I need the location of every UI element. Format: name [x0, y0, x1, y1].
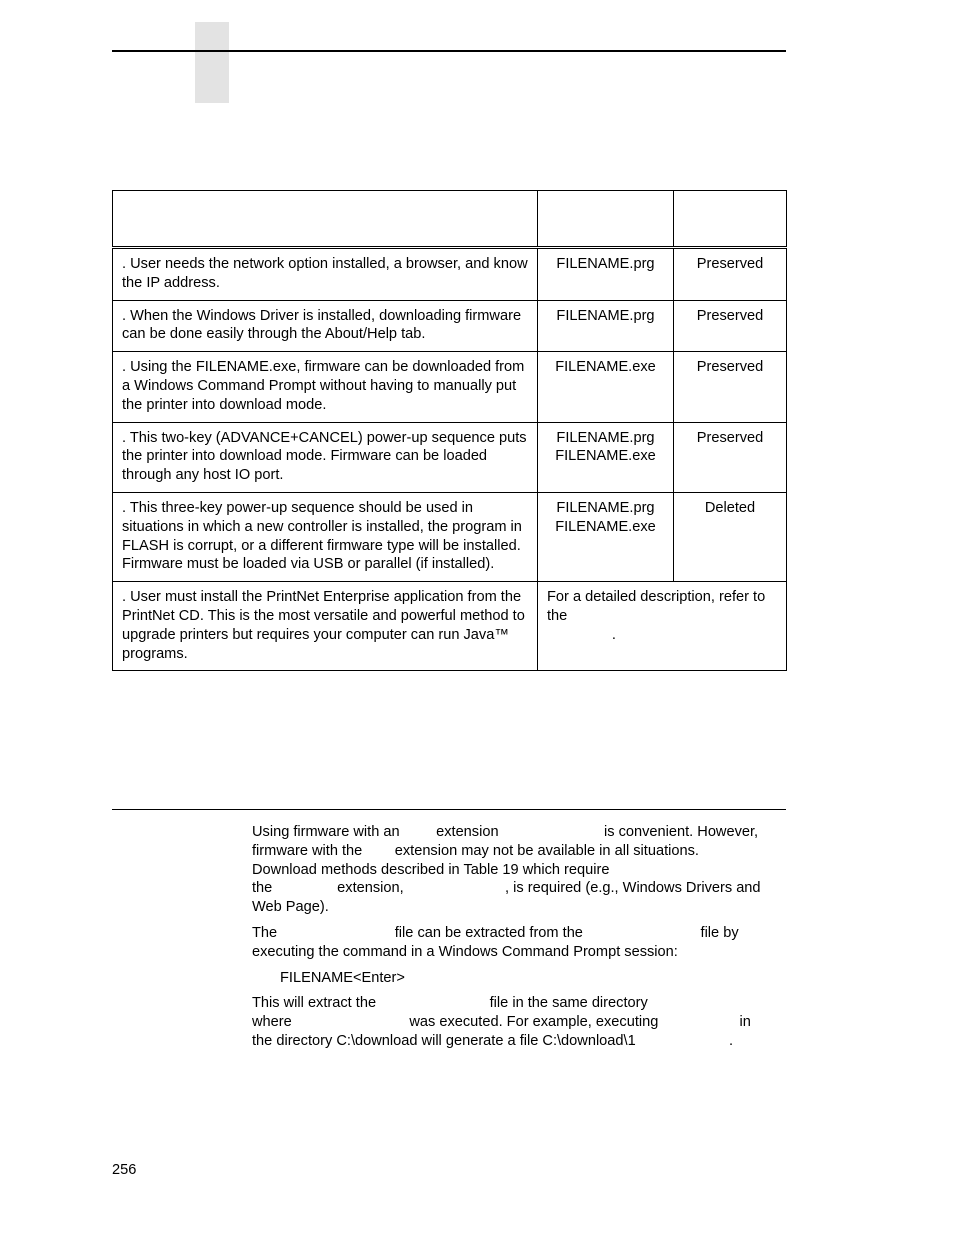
- method-description: . This three-key power-up sequence should be used in situations in which a new controller is installed, the program in FLASH is corrupt, or a different firmware type will be installed. Firmware must be loaded via USB or parallel (if installed).: [113, 492, 538, 581]
- paragraph-result: This will extract the file in the same directory where was executed. For example, executing in the directory C:\download will generate a file C:\download\1 .: [252, 995, 751, 1049]
- table-row: [113, 422, 787, 492]
- method-description: . When the Windows Driver is installed, downloading firmware can be done easily through the About/Help tab.: [113, 300, 538, 352]
- header-cell-file: [538, 191, 674, 248]
- flash-status: Preserved: [674, 248, 787, 301]
- header-cell-flash: [674, 191, 787, 248]
- table-header-row: [113, 191, 787, 248]
- download-methods-table: [112, 190, 787, 671]
- command-line: FILENAME<Enter>: [280, 969, 405, 986]
- paragraph-extract: The file can be extracted from the file by executing the command in a Windows Command Prompt session:: [252, 924, 739, 960]
- file-type: FILENAME.prg FILENAME.exe: [538, 492, 674, 581]
- header-rule: [112, 50, 786, 52]
- method-description: . User must install the PrintNet Enterprise application from the PrintNet CD. This is the most versatile and powerful method to upgrade printers but requires your computer can run Java™ programs.: [113, 582, 538, 671]
- reference-note: For a detailed description, refer to the .: [538, 582, 787, 671]
- file-type: FILENAME.prg: [538, 300, 674, 352]
- file-type: FILENAME.prg: [538, 248, 674, 301]
- page-number: 256: [112, 1162, 137, 1178]
- method-description: . Using the FILENAME.exe, firmware can be downloaded from a Windows Command Prompt without having to manually put the printer into download mode.: [113, 352, 538, 422]
- header-cell-method: [113, 191, 538, 248]
- section-rule: [112, 809, 786, 810]
- chapter-tab: [195, 22, 229, 103]
- flash-status: Preserved: [674, 300, 787, 352]
- table-row: [113, 300, 787, 352]
- file-type: FILENAME.prg FILENAME.exe: [538, 422, 674, 492]
- table-row: [113, 248, 787, 301]
- flash-status: Deleted: [674, 492, 787, 581]
- method-description: . This two-key (ADVANCE+CANCEL) power-up sequence puts the printer into download mode. Firmware can be loaded through any host IO port.: [113, 422, 538, 492]
- table-row: [113, 492, 787, 581]
- table-row: [113, 582, 787, 671]
- file-type: FILENAME.exe: [538, 352, 674, 422]
- body-text: [252, 823, 762, 1058]
- flash-status: Preserved: [674, 352, 787, 422]
- table-row: [113, 352, 787, 422]
- method-description: . User needs the network option installed, a browser, and know the IP address.: [113, 248, 538, 301]
- paragraph-extension: Using firmware with an extension is convenient. However, firmware with the extension may not be available in all situations. Download methods described in Table 19 which require the extension, , is required (e.g., Windows Drivers and Web Page).: [252, 824, 761, 916]
- flash-status: Preserved: [674, 422, 787, 492]
